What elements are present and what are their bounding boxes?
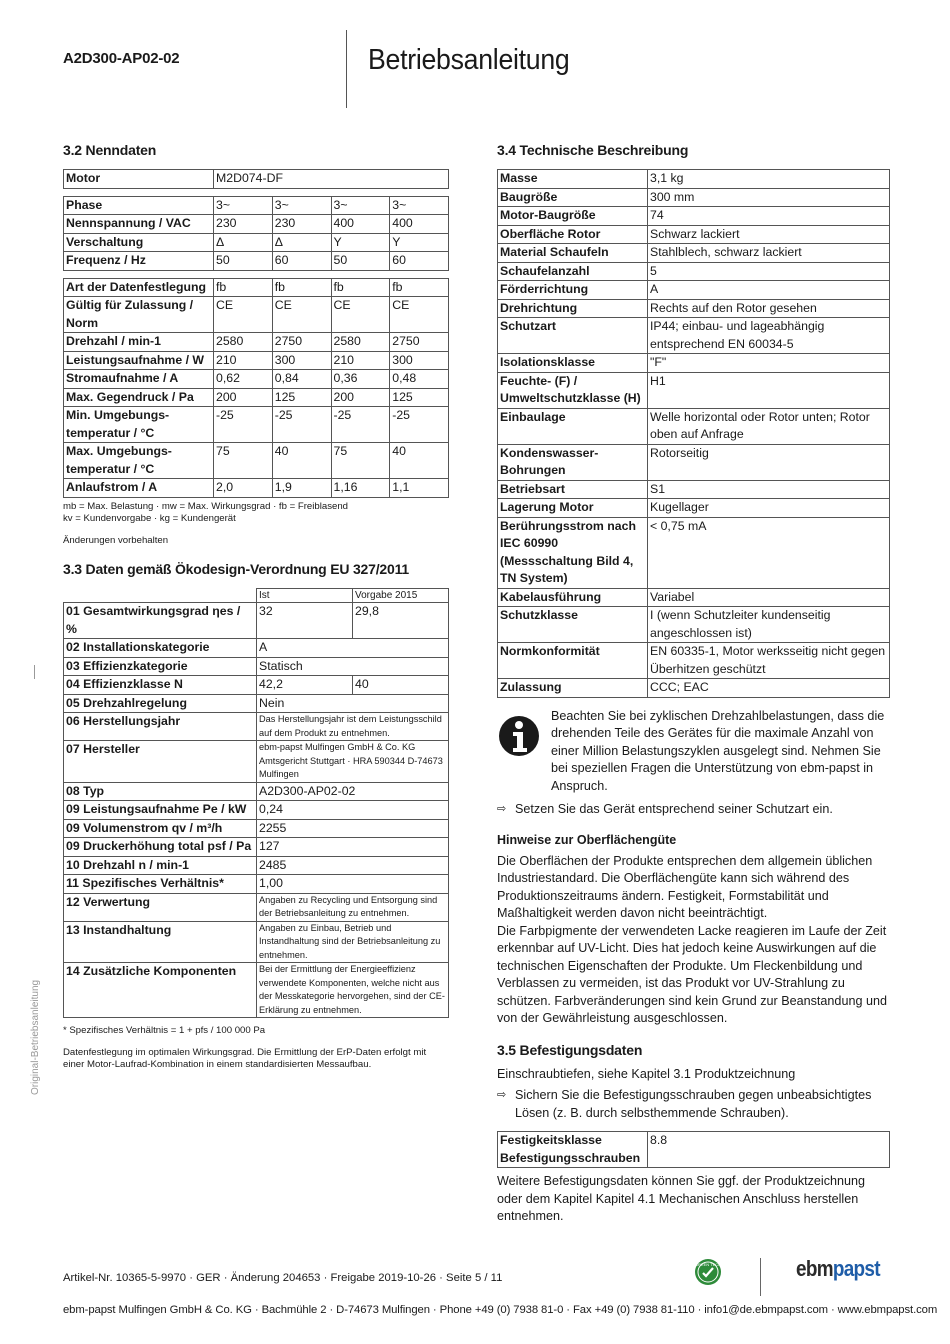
row-label: Oberfläche Rotor [498, 225, 648, 244]
row-value: 0,48 [390, 370, 449, 389]
row-value: Rechts auf den Rotor gesehen [648, 299, 890, 318]
row-label: 06 Herstellungsjahr [64, 713, 257, 741]
right-column [497, 142, 890, 1226]
bullet-text: Sichern Sie die Befestigungsschrauben gegen unbeabsichtigtes Lösen (z. B. durch selbsthemmende Schrauben). [515, 1088, 872, 1120]
row-value: Rotorseitig [648, 444, 890, 480]
table-row [64, 170, 449, 189]
table-row [498, 188, 890, 207]
row-value: Δ [272, 233, 331, 252]
table-header-row [64, 589, 449, 603]
row-value: 2750 [390, 333, 449, 352]
surface-heading: Hinweise zur Oberflächengüte [497, 832, 677, 847]
row-label: Isolationsklasse [498, 354, 648, 373]
table-row [64, 333, 449, 352]
row-value: I (wenn Schutzleiter kundenseitig angeschlossen ist) [648, 607, 890, 643]
row-label: Berührungsstrom nach IEC 60990 (Messschaltung Bild 4, TN System) [498, 517, 648, 588]
row-label: 08 Typ [64, 782, 257, 801]
nenndaten-heading: 3.2 Nenndaten [63, 142, 157, 158]
row-value: 400 [390, 215, 449, 234]
row-value: 75 [331, 443, 390, 479]
row-value: 2,0 [214, 479, 273, 498]
table-row [498, 244, 890, 263]
surface-paragraph-1: Die Oberflächen der Produkte entsprechen dem allgemein üblichen Industriestandard. Die Oberflächengüte kann sich während des Produktionszeitraums ändern. Festigkeit, Formstabilität und Maßhaltigkeit werden davon nicht beeinträchtigt. [497, 853, 873, 920]
row-label: Phase [64, 196, 214, 215]
table-row [64, 443, 449, 479]
table-row [64, 351, 449, 370]
row-label: 09 Druckerhöhung total psf / Pa [64, 838, 257, 857]
oeko-footnote: * Spezifisches Verhältnis = 1 + pfs / 100 000 Pa [63, 1025, 266, 1036]
row-label: Schaufelanzahl [498, 262, 648, 281]
row-value: 1,1 [390, 479, 449, 498]
table-row [498, 480, 890, 499]
info-text: Beachten Sie bei zyklischen Drehzahlbelastungen, dass die drehenden Teile des Gerätes für die maximale Anzahl von einer Million Belastungszyklen ausgelegt sind. Nehmen Sie bei speziellen Fragen die Unterstützung von ebm-papst in Anspruch. [551, 708, 885, 793]
row-value: 3~ [331, 196, 390, 215]
row-value: fb [214, 278, 273, 297]
footer-article: Artikel-Nr. 10365-5-9970 · GER · Änderung 204653 · Freigabe 2019-10-26 · Seite 5 / 11 [63, 1272, 503, 1284]
table-row [64, 893, 449, 921]
table-row [498, 262, 890, 281]
changes-reserved: Änderungen vorbehalten [63, 534, 169, 546]
bullet-text: Setzen Sie das Gerät entsprechend seiner Schutzart ein. [515, 802, 833, 816]
row-label: Schutzart [498, 318, 648, 354]
row-ist: 0,24 [257, 801, 449, 820]
col-vorgabe: Vorgabe 2015 [353, 589, 449, 603]
oekodesign-table [63, 588, 449, 1018]
row-value: -25 [214, 407, 273, 443]
table-row [64, 782, 449, 801]
row-value: 400 [331, 215, 390, 234]
row-value: 60 [390, 252, 449, 271]
befestigung-intro: Einschraubtiefen, siehe Kapitel 3.1 Produktzeichnung [497, 1066, 796, 1081]
row-label: Normkonformität [498, 643, 648, 679]
table-row [64, 694, 449, 713]
row-value: 125 [272, 388, 331, 407]
table-row [498, 643, 890, 679]
row-ist: 42,2 [257, 676, 353, 695]
row-value: 40 [390, 443, 449, 479]
row-value: CE [331, 297, 390, 333]
table-row [64, 921, 449, 963]
row-value: Δ [214, 233, 273, 252]
ebmpapst-logo: ebmpapst [796, 1256, 880, 1281]
row-label: Min. Umgebungs-temperatur / °C [64, 407, 214, 443]
befestigung-outro: Weitere Befestigungsdaten können Sie ggf. der Produktzeichnung oder dem Kapitel Kapitel 4.1 Mechanischen Anschluss herstellen entnehmen. [497, 1174, 866, 1223]
row-value: 230 [214, 215, 273, 234]
befestigung-label: Festigkeitsklasse Befestigungsschrauben [498, 1132, 648, 1168]
row-ist: Das Herstellungsjahr ist dem Leistungsschild auf dem Produkt zu entnehmen. [257, 713, 449, 741]
row-label: Einbaulage [498, 408, 648, 444]
row-value: 50 [331, 252, 390, 271]
row-value: 200 [214, 388, 273, 407]
legend-line-1: mb = Max. Belastung · mw = Max. Wirkungsgrad · fb = Freiblasend [63, 500, 348, 512]
befestigung-bullet [497, 1087, 890, 1122]
table-row [64, 676, 449, 695]
table-row [64, 819, 449, 838]
side-label: Original-Betriebsanleitung [30, 979, 41, 1095]
row-ist: A2D300-AP02-02 [257, 782, 449, 801]
row-vorgabe: 40 [353, 676, 449, 695]
row-label: Drehrichtung [498, 299, 648, 318]
row-ist: 2255 [257, 819, 449, 838]
table-row [498, 588, 890, 607]
oeko-note: Datenfestlegung im optimalen Wirkungsgrad. Die Ermittlung der ErP-Daten erfolgt mit einer Motor-Laufrad-Kombination in einem standardisierten Messaufbau. [63, 1046, 427, 1070]
table-row [498, 408, 890, 444]
row-value: 0,62 [214, 370, 273, 389]
row-value: CE [390, 297, 449, 333]
row-label: Stromaufnahme / A [64, 370, 214, 389]
table-row [498, 444, 890, 480]
befestigung-heading: 3.5 Befestigungsdaten [497, 1041, 643, 1058]
arrow-right-icon: ⇨ [497, 1089, 507, 1101]
table-row [64, 407, 449, 443]
row-label: 01 Gesamtwirkungsgrad ηes / % [64, 603, 257, 639]
row-value: IP44; einbau- und lageabhängig entsprechend EN 60034-5 [648, 318, 890, 354]
row-ist: Bei der Ermittlung der Energieeffizienz verwendete Komponenten, welche nicht aus der Messkategorie hervorgehen, sind der CE-Erklärung zu entnehmen. [257, 963, 449, 1018]
row-label: Kabelausführung [498, 588, 648, 607]
table-row [64, 801, 449, 820]
row-value: 3~ [214, 196, 273, 215]
greentech-badge-icon [694, 1258, 722, 1286]
table-row [64, 875, 449, 894]
row-value: Y [390, 233, 449, 252]
document-model: A2D300-AP02-02 [63, 50, 180, 67]
side-mark [34, 665, 35, 679]
schutzart-bullet [497, 801, 890, 819]
row-value: 125 [390, 388, 449, 407]
row-label: Verschaltung [64, 233, 214, 252]
befestigung-value: 8.8 [648, 1132, 890, 1168]
info-box [497, 708, 890, 796]
row-label: Kondenswasser-Bohrungen [498, 444, 648, 480]
row-label: 10 Drehzahl n / min-1 [64, 856, 257, 875]
row-label: Förderrichtung [498, 281, 648, 300]
table-row [498, 225, 890, 244]
row-label: 11 Spezifisches Verhältnis* [64, 875, 257, 894]
row-value: 3~ [390, 196, 449, 215]
row-ist: 2485 [257, 856, 449, 875]
row-value: Kugellager [648, 499, 890, 518]
row-value: Stahlblech, schwarz lackiert [648, 244, 890, 263]
table-row [64, 856, 449, 875]
left-column [63, 142, 449, 1072]
row-value: Variabel [648, 588, 890, 607]
row-ist: Angaben zu Einbau, Betrieb und Instandhaltung sind der Betriebsanleitung zu entnehmen. [257, 921, 449, 963]
row-label: Gültig für Zulassung / Norm [64, 297, 214, 333]
row-label: Nennspannung / VAC [64, 215, 214, 234]
row-value: -25 [272, 407, 331, 443]
row-label: Zulassung [498, 679, 648, 698]
befestigung-table [497, 1131, 890, 1168]
row-label: Lagerung Motor [498, 499, 648, 518]
table-row [64, 297, 449, 333]
row-label: 02 Installationskategorie [64, 639, 257, 658]
row-label: 09 Volumenstrom qv / m³/h [64, 819, 257, 838]
row-value: 5 [648, 262, 890, 281]
row-value: < 0,75 mA [648, 517, 890, 588]
row-value: 74 [648, 207, 890, 226]
header-divider [346, 30, 347, 108]
table-row [498, 679, 890, 698]
row-value: -25 [390, 407, 449, 443]
table-row [64, 713, 449, 741]
table-row [498, 170, 890, 189]
row-ist: A [257, 639, 449, 658]
row-value: 200 [331, 388, 390, 407]
row-value: 75 [214, 443, 273, 479]
row-value: 300 [272, 351, 331, 370]
table-row [498, 318, 890, 354]
table-row [64, 838, 449, 857]
row-label: 12 Verwertung [64, 893, 257, 921]
row-label: Leistungsaufnahme / W [64, 351, 214, 370]
row-value: 2580 [214, 333, 273, 352]
motor-label: Motor [64, 170, 214, 189]
row-label: Schutzklasse [498, 607, 648, 643]
row-value: 1,9 [272, 479, 331, 498]
table-row [64, 479, 449, 498]
row-label: Baugröße [498, 188, 648, 207]
row-value: fb [272, 278, 331, 297]
motor-value: M2D074-DF [214, 170, 449, 189]
arrow-right-icon: ⇨ [497, 803, 507, 815]
row-value: 50 [214, 252, 273, 271]
row-label: Betriebsart [498, 480, 648, 499]
document-title: Betriebsanleitung [368, 44, 570, 76]
table-row [498, 1132, 890, 1168]
table-row [64, 603, 449, 639]
row-label: 07 Hersteller [64, 741, 257, 783]
badge-text: GREEN TECH [694, 1262, 722, 1267]
row-value: 3,1 kg [648, 170, 890, 189]
table-row [64, 233, 449, 252]
col-ist: Ist [257, 589, 353, 603]
row-value: fb [331, 278, 390, 297]
row-value: A [648, 281, 890, 300]
row-value: 60 [272, 252, 331, 271]
table-row [498, 281, 890, 300]
row-value: 0,84 [272, 370, 331, 389]
footer-company: ebm-papst Mulfingen GmbH & Co. KG · Bachmühle 2 · D-74673 Mulfingen · Phone +49 (0) 7938 81-0 · Fax +49 (0) 7938 81-110 · info1@de.ebmpapst.com · www.ebmpapst.com [63, 1304, 938, 1316]
row-value: Welle horizontal oder Rotor unten; Rotor oben auf Anfrage [648, 408, 890, 444]
row-value: -25 [331, 407, 390, 443]
row-value: 300 [390, 351, 449, 370]
row-value: S1 [648, 480, 890, 499]
row-value: 2750 [272, 333, 331, 352]
row-value: 230 [272, 215, 331, 234]
row-label: Art der Datenfestlegung [64, 278, 214, 297]
row-ist: 127 [257, 838, 449, 857]
row-value: "F" [648, 354, 890, 373]
table-row [498, 499, 890, 518]
row-value: 300 mm [648, 188, 890, 207]
oekodesign-heading: 3.3 Daten gemäß Ökodesign-Verordnung EU 327/2011 [63, 561, 409, 577]
table-row [64, 963, 449, 1018]
table-row [64, 657, 449, 676]
table-row [498, 207, 890, 226]
row-value: CE [214, 297, 273, 333]
row-label: Anlaufstrom / A [64, 479, 214, 498]
table-row [498, 354, 890, 373]
row-value: 0,36 [331, 370, 390, 389]
row-label: Motor-Baugröße [498, 207, 648, 226]
row-value: 210 [331, 351, 390, 370]
row-label: 09 Leistungsaufnahme Pe / kW [64, 801, 257, 820]
row-label: 05 Drehzahlregelung [64, 694, 257, 713]
row-label: 14 Zusätzliche Komponenten [64, 963, 257, 1018]
nenndaten-table [63, 169, 449, 498]
table-row [498, 607, 890, 643]
row-label: 13 Instandhaltung [64, 921, 257, 963]
row-value: 40 [272, 443, 331, 479]
row-label: Masse [498, 170, 648, 189]
row-value: 3~ [272, 196, 331, 215]
row-ist: 1,00 [257, 875, 449, 894]
table-row [64, 252, 449, 271]
row-value: EN 60335-1, Motor werksseitig nicht gegen Überhitzen geschützt [648, 643, 890, 679]
info-icon [497, 712, 547, 762]
table-row [64, 388, 449, 407]
row-label: 04 Effizienzklasse N [64, 676, 257, 695]
table-row [64, 639, 449, 658]
table-row [498, 299, 890, 318]
nenndaten-note [63, 501, 449, 526]
technisch-table [497, 169, 890, 698]
surface-paragraph-2: Die Farbpigmente der verwendeten Lacke reagieren im Laufe der Zeit erkennbar auf UV-Licht. Dies hat jedoch keine Auswirkungen auf die technischen Eigenschaften der Produkte. Um Fleckenbildung und Verblassen zu vermeiden, ist das Produkt vor UV-Strahlung zu schützen. Farbveränderungen sind kein Grund zur Beanstandung und von der Gewährleistung ausgeschlossen. [497, 923, 887, 1025]
row-ist: Nein [257, 694, 449, 713]
row-value: 2580 [331, 333, 390, 352]
row-value: CCC; EAC [648, 679, 890, 698]
table-row [498, 372, 890, 408]
table-row [64, 196, 449, 215]
row-ist: ebm-papst Mulfingen GmbH & Co. KG Amtsgericht Stuttgart · HRA 590344 D-74673 Mulfingen [257, 741, 449, 783]
row-value: fb [390, 278, 449, 297]
row-value: H1 [648, 372, 890, 408]
row-value: 1,16 [331, 479, 390, 498]
row-label: Feuchte- (F) / Umweltschutzklasse (H) [498, 372, 648, 408]
row-label: Max. Gegendruck / Pa [64, 388, 214, 407]
row-ist: 32 [257, 603, 353, 639]
row-value: 210 [214, 351, 273, 370]
row-label: Drehzahl / min-1 [64, 333, 214, 352]
footer-divider [760, 1258, 761, 1296]
row-label: Frequenz / Hz [64, 252, 214, 271]
legend-line-2: kv = Kundenvorgabe · kg = Kundengerät [63, 513, 236, 524]
row-label: 03 Effizienzkategorie [64, 657, 257, 676]
table-row [64, 370, 449, 389]
row-ist: Angaben zu Recycling und Entsorgung sind der Betriebsanleitung zu entnehmen. [257, 893, 449, 921]
row-label: Material Schaufeln [498, 244, 648, 263]
table-row [64, 741, 449, 783]
table-row [64, 215, 449, 234]
row-ist: Statisch [257, 657, 449, 676]
row-label: Max. Umgebungs-temperatur / °C [64, 443, 214, 479]
table-row [64, 278, 449, 297]
row-value: CE [272, 297, 331, 333]
row-vorgabe: 29,8 [353, 603, 449, 639]
technisch-heading: 3.4 Technische Beschreibung [497, 142, 689, 158]
row-value: Y [331, 233, 390, 252]
row-value: Schwarz lackiert [648, 225, 890, 244]
table-row [498, 517, 890, 588]
